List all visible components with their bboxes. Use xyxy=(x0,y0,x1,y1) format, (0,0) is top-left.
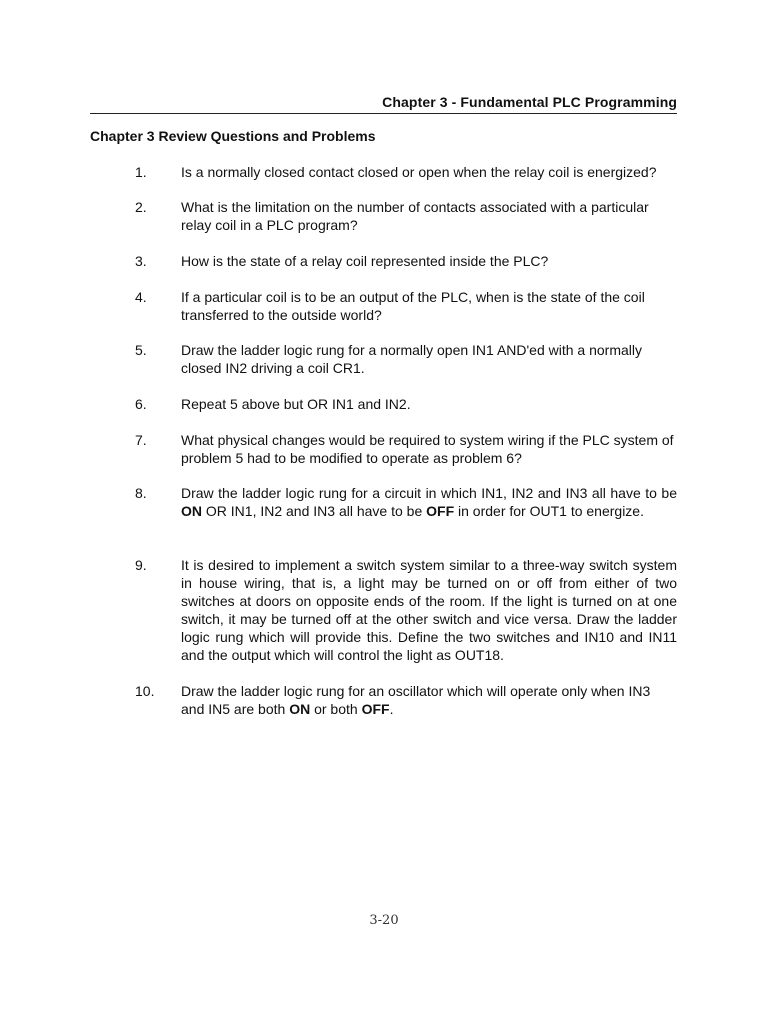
question-text xyxy=(181,484,677,520)
question-number: 10. xyxy=(135,683,155,699)
question-number: 1. xyxy=(135,164,147,180)
text-segment: or both xyxy=(310,701,362,717)
question-number: 5. xyxy=(135,342,147,358)
question-number: 9. xyxy=(135,557,147,573)
question-text: Draw the ladder logic rung for a normally open IN1 AND'ed with a normally closed IN2 driving a coil CR1. xyxy=(181,342,643,376)
question-text: How is the state of a relay coil represented inside the PLC? xyxy=(181,253,549,269)
question-text: What is the limitation on the number of contacts associated with a particular relay coil in a PLC program? xyxy=(181,199,649,233)
header-divider xyxy=(90,113,677,114)
question-text xyxy=(181,682,677,718)
emphasis-off: OFF xyxy=(361,701,390,717)
text-segment: Draw the ladder logic rung for an oscillator which will operate only when IN3 and IN5 are both xyxy=(181,683,651,717)
text-segment: . xyxy=(389,701,394,717)
chapter-header: Chapter 3 - Fundamental PLC Programming xyxy=(382,94,677,110)
question-number: 7. xyxy=(135,432,147,448)
question-number: 4. xyxy=(135,289,147,305)
section-title: Chapter 3 Review Questions and Problems xyxy=(90,128,376,144)
text-segment: in order for OUT1 to energize. xyxy=(454,503,644,519)
question-number: 6. xyxy=(135,396,147,412)
question-text: Repeat 5 above but OR IN1 and IN2. xyxy=(181,396,411,412)
question-number: 8. xyxy=(135,485,147,501)
emphasis-on: ON xyxy=(181,503,202,519)
page-number: 3-20 xyxy=(369,913,399,928)
question-text: What physical changes would be required to system wiring if the PLC system of problem 5 had to be modified to operate as problem 6? xyxy=(181,432,674,466)
question-text: It is desired to implement a switch system similar to a three-way switch system in house wiring, that is, a light may be turned on or off from either of two switches at doors on opposite ends of the room. If the light is turned on at one switch, it may be turned off at the other switch and vice versa. Draw the ladder logic rung which will provide this. Define the two switches and IN10 and IN11 and the output which will control the light as OUT18. xyxy=(181,557,677,663)
text-segment: OR IN1, IN2 and IN3 all have to be xyxy=(202,503,427,519)
question-text: Is a normally closed contact closed or open when the relay coil is energized? xyxy=(181,164,657,180)
emphasis-off: OFF xyxy=(426,503,455,519)
emphasis-on: ON xyxy=(289,701,311,717)
question-text: If a particular coil is to be an output of the PLC, when is the state of the coil transferred to the outside world? xyxy=(181,289,645,323)
question-number: 3. xyxy=(135,253,147,269)
text-segment: Draw the ladder logic rung for a circuit in which IN1, IN2 and IN3 all have to be xyxy=(181,485,677,501)
question-number: 2. xyxy=(135,199,147,215)
